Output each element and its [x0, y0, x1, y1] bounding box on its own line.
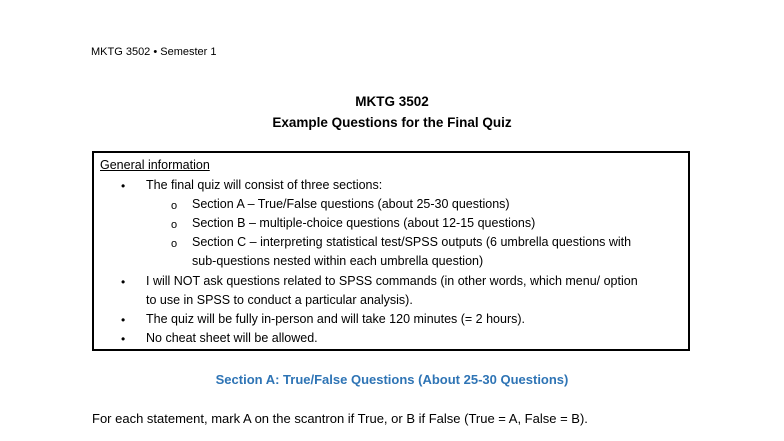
document-subtitle: Example Questions for the Final Quiz [272, 115, 512, 130]
sub-bullet-icon: o [171, 200, 178, 212]
sub-list-item: Section C – interpreting statistical test/SPSS outputs (6 umbrella questions with [192, 235, 632, 249]
bullet-icon: • [121, 332, 126, 346]
list-item-continuation: to use in SPSS to conduct a particular analysis). [146, 293, 413, 307]
sub-list-item-continuation: sub-questions nested within each umbrella question) [192, 254, 484, 268]
list-item: The quiz will be fully in-person and will take 120 minutes (= 2 hours). [146, 312, 526, 326]
list-item: I will NOT ask questions related to SPSS commands (in other words, which menu/ option [146, 274, 638, 288]
document-title: MKTG 3502 [355, 94, 429, 109]
running-header: MKTG 3502 • Semester 1 [91, 46, 217, 58]
list-item: No cheat sheet will be allowed. [146, 331, 318, 345]
sub-bullet-icon: o [171, 219, 178, 231]
sub-list-item: Section B – multiple-choice questions (about 12-15 questions) [192, 216, 536, 230]
bullet-icon: • [121, 179, 126, 193]
bullet-icon: • [121, 275, 126, 289]
sub-bullet-icon: o [171, 238, 178, 250]
bullet-icon: • [121, 313, 126, 327]
general-information-box [92, 151, 690, 351]
section-a-heading: Section A: True/False Questions (About 25-30 Questions) [215, 372, 569, 387]
info-heading: General information [100, 158, 210, 172]
instructions-text: For each statement, mark A on the scantron if True, or B if False (True = A, False = B). [92, 411, 588, 426]
sub-list-item: Section A – True/False questions (about 25-30 questions) [192, 197, 510, 211]
list-item: The final quiz will consist of three sections: [146, 178, 383, 192]
